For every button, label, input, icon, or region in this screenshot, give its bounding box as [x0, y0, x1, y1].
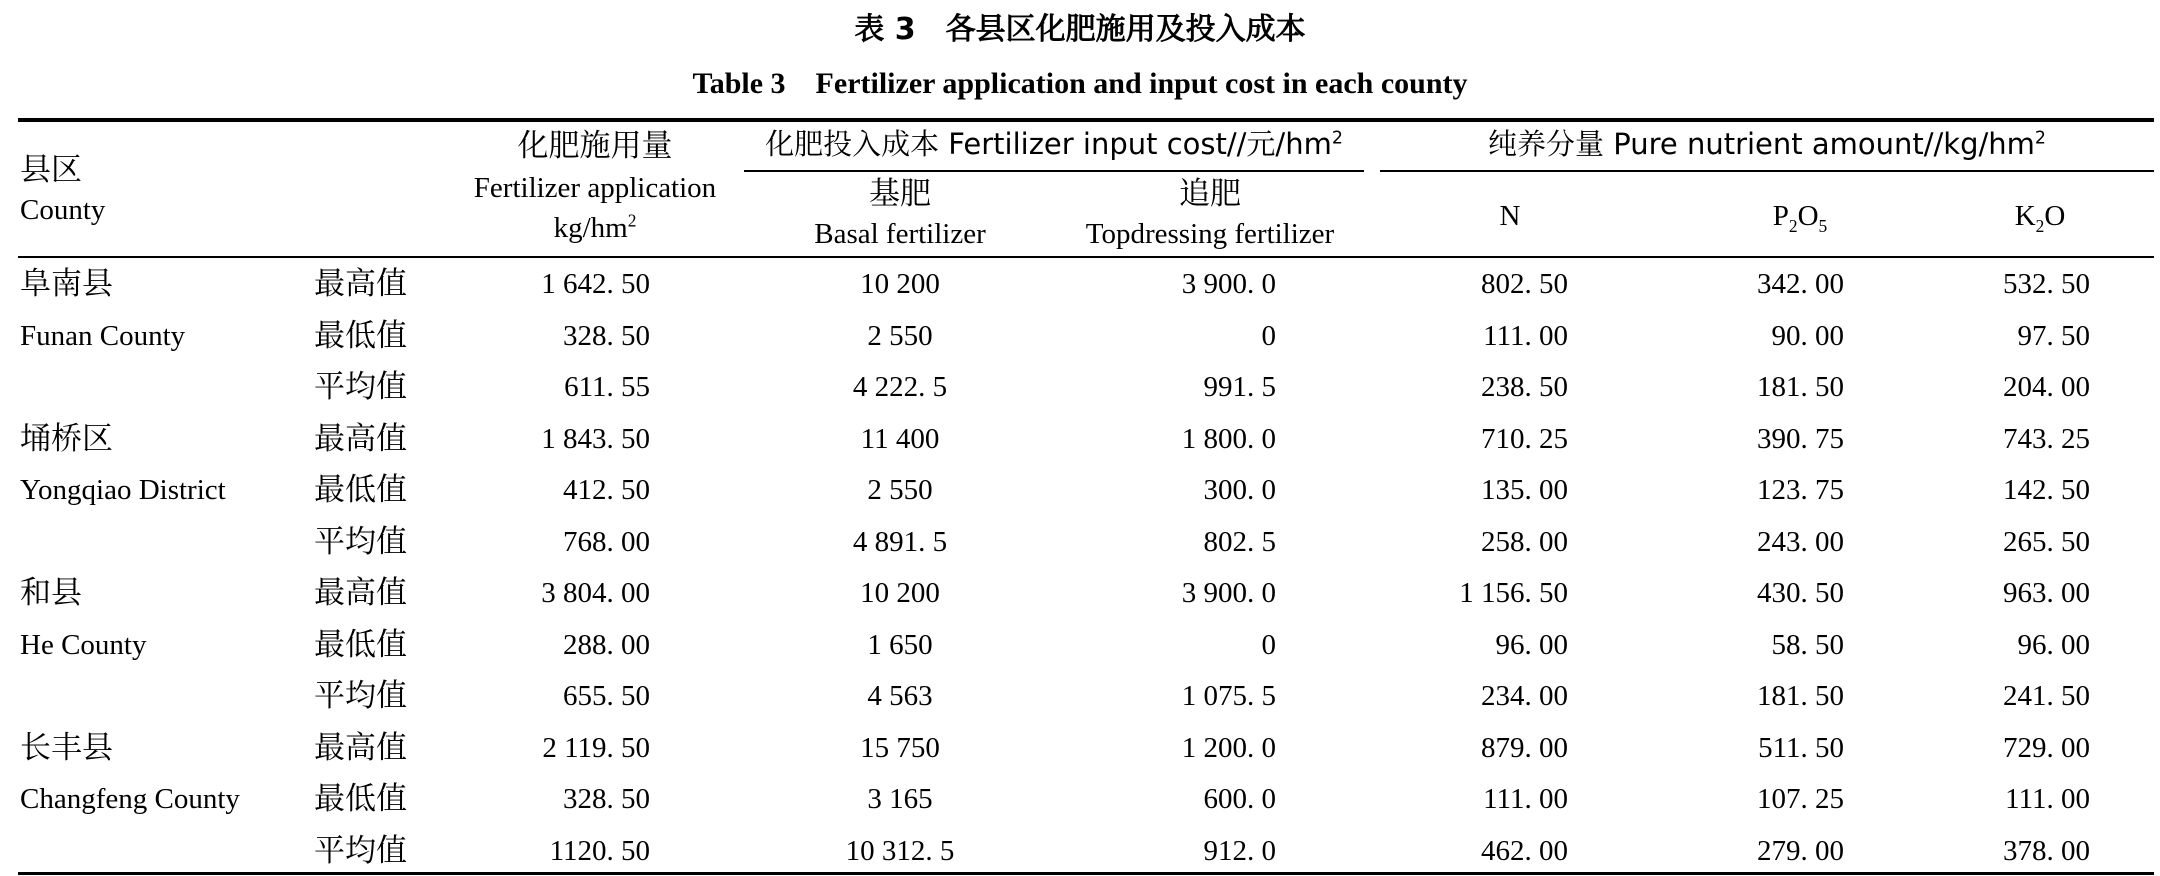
cell-statistic: 最高值	[314, 575, 407, 611]
header-application-cn: 化肥施用量	[517, 128, 673, 164]
cost-group-rule	[744, 170, 1364, 172]
top-rule	[18, 118, 2154, 122]
cell-potassium: 204. 00	[2003, 371, 2090, 403]
cell-topdressing-cost: 3 900. 0	[1181, 268, 1276, 300]
cell-phosphorus: 90. 00	[1771, 319, 1844, 352]
cell-county: Changfeng County	[20, 783, 240, 815]
cell-application: 328. 50	[563, 319, 650, 352]
cell-potassium: 265. 50	[2003, 525, 2090, 558]
cell-potassium: 378. 00	[2003, 834, 2090, 867]
cell-basal-cost: 2 550	[867, 474, 933, 506]
cell-basal-cost: 1 650	[867, 628, 933, 661]
cell-nitrogen: 234. 00	[1481, 680, 1568, 712]
cell-statistic: 最低值	[314, 317, 407, 354]
cell-phosphorus: 58. 50	[1771, 628, 1844, 661]
cell-phosphorus: 123. 75	[1757, 474, 1844, 506]
cell-potassium: 532. 50	[2003, 268, 2090, 300]
cell-phosphorus: 279. 00	[1757, 834, 1844, 867]
cell-basal-cost: 11 400	[860, 422, 940, 455]
cell-application: 3 804. 00	[541, 577, 650, 609]
cell-topdressing-cost: 0	[1261, 319, 1276, 352]
table-title-english: Table 3 Fertilizer application and input cost in each county	[692, 67, 1468, 100]
cell-basal-cost: 10 312. 5	[845, 834, 955, 867]
bottom-rule	[18, 872, 2154, 875]
header-n: N	[1499, 200, 1521, 232]
cell-phosphorus: 390. 75	[1757, 422, 1844, 455]
cell-application: 288. 00	[563, 628, 650, 661]
cell-potassium: 729. 00	[2003, 731, 2090, 764]
cell-basal-cost: 3 165	[867, 783, 933, 815]
cell-nitrogen: 96. 00	[1495, 628, 1568, 661]
cell-phosphorus: 511. 50	[1758, 731, 1844, 764]
header-county-cn: 县区	[20, 152, 82, 188]
cell-statistic: 平均值	[314, 678, 407, 714]
cell-phosphorus: 181. 50	[1757, 371, 1844, 403]
cell-phosphorus: 107. 25	[1757, 783, 1844, 815]
cell-nitrogen: 111. 00	[1483, 319, 1568, 352]
cell-statistic: 最高值	[314, 729, 407, 766]
cell-nitrogen: 238. 50	[1481, 371, 1568, 403]
cell-phosphorus: 243. 00	[1757, 525, 1844, 558]
cell-basal-cost: 4 891. 5	[852, 525, 948, 558]
cell-county: Funan County	[20, 319, 186, 352]
header-rule	[18, 256, 2154, 258]
cell-phosphorus: 342. 00	[1757, 268, 1844, 300]
cell-basal-cost: 2 550	[867, 319, 933, 352]
cell-basal-cost: 10 200	[860, 268, 940, 300]
cell-basal-cost: 4 563	[867, 680, 933, 712]
cell-topdressing-cost: 1 075. 5	[1181, 680, 1276, 712]
cell-potassium: 241. 50	[2003, 680, 2090, 712]
cell-application: 1 843. 50	[541, 422, 650, 455]
cell-statistic: 最低值	[314, 472, 407, 508]
nutrient-group-rule	[1380, 170, 2154, 172]
cell-nitrogen: 111. 00	[1483, 783, 1568, 815]
cell-application: 611. 55	[564, 371, 650, 403]
cell-statistic: 最低值	[314, 781, 407, 817]
cell-statistic: 最高值	[314, 266, 407, 302]
cell-nitrogen: 462. 00	[1481, 834, 1568, 867]
cell-topdressing-cost: 3 900. 0	[1181, 577, 1276, 609]
cell-potassium: 111. 00	[2005, 783, 2090, 815]
cell-county: 埇桥区	[20, 420, 113, 457]
cell-topdressing-cost: 600. 0	[1203, 783, 1276, 815]
cell-application: 328. 50	[563, 783, 650, 815]
cell-county: 和县	[20, 575, 82, 611]
header-nutrient-group: 纯养分量 Pure nutrient amount/$/kg/hm^2$	[1488, 127, 2046, 161]
cell-phosphorus: 181. 50	[1757, 680, 1844, 712]
cell-application: 768. 00	[563, 525, 650, 558]
cell-potassium: 142. 50	[2003, 474, 2090, 506]
cell-application: 655. 50	[563, 680, 650, 712]
cell-topdressing-cost: 802. 5	[1203, 525, 1276, 558]
cell-topdressing-cost: 912. 0	[1203, 834, 1276, 867]
header-application-unit: $kg/hm^2$	[553, 210, 637, 244]
cell-statistic: 平均值	[314, 832, 407, 869]
cell-nitrogen: 135. 00	[1481, 474, 1568, 506]
cell-topdressing-cost: 1 200. 0	[1181, 731, 1276, 764]
cell-county: 长丰县	[20, 729, 113, 766]
cell-county: He County	[20, 628, 147, 661]
cell-potassium: 743. 25	[2003, 422, 2090, 455]
header-application-en: Fertilizer application	[473, 172, 717, 204]
table-title-chinese: 表 3 各县区化肥施用及投入成本	[854, 12, 1306, 47]
cell-topdressing-cost: 1 800. 0	[1181, 422, 1276, 455]
header-basal-cn: 基肥	[869, 176, 931, 212]
cell-topdressing-cost: 300. 0	[1203, 474, 1276, 506]
header-basal-en: Basal fertilizer	[814, 218, 986, 250]
cell-county: Yongqiao District	[20, 474, 226, 506]
cell-statistic: 平均值	[314, 369, 407, 405]
cell-topdressing-cost: 991. 5	[1203, 371, 1276, 403]
cell-application: 1120. 50	[549, 834, 650, 867]
header-top-cn: 追肥	[1179, 176, 1241, 212]
cell-statistic: 最高值	[314, 420, 407, 457]
cell-nitrogen: 1 156. 50	[1459, 577, 1568, 609]
header-county-en: County	[20, 194, 106, 226]
cell-potassium: 96. 00	[2017, 628, 2090, 661]
cell-statistic: 平均值	[314, 523, 407, 560]
cell-county: 阜南县	[20, 266, 113, 302]
cell-application: 2 119. 50	[542, 731, 650, 764]
cell-application: 412. 50	[563, 474, 650, 506]
cell-basal-cost: 15 750	[860, 731, 940, 764]
cell-topdressing-cost: 0	[1261, 628, 1276, 661]
header-top-en: Topdressing fertilizer	[1085, 218, 1335, 250]
cell-statistic: 最低值	[314, 626, 407, 663]
header-p2o5: $P_2O_5$	[1772, 200, 1828, 236]
cell-basal-cost: 10 200	[860, 577, 940, 609]
header-k2o: $K_2O$	[2014, 200, 2066, 236]
cell-nitrogen: 710. 25	[1481, 422, 1568, 455]
cell-nitrogen: 802. 50	[1481, 268, 1568, 300]
cell-phosphorus: 430. 50	[1757, 577, 1844, 609]
cell-nitrogen: 258. 00	[1481, 525, 1568, 558]
cell-nitrogen: 879. 00	[1481, 731, 1568, 764]
cell-potassium: 963. 00	[2003, 577, 2090, 609]
cell-application: 1 642. 50	[541, 268, 650, 300]
cell-basal-cost: 4 222. 5	[852, 371, 948, 403]
cell-potassium: 97. 50	[2017, 319, 2090, 352]
header-cost-group: 化肥投入成本 Fertilizer input cost//元$/hm^2$	[765, 127, 1343, 161]
